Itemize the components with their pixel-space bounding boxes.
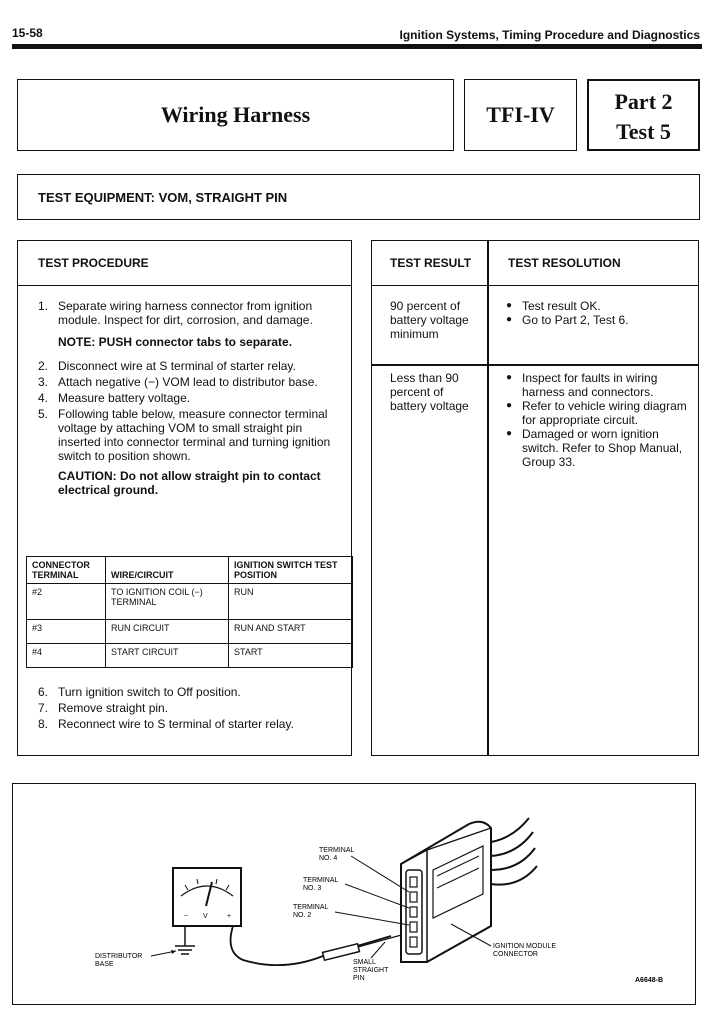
step-text: Following table below, measure connector terminal voltage by attaching VOM to small straight pin inserted into connector terminal and turning ignition switch to position shown. [58,407,331,463]
resolution-item: ● Inspect for faults in wiring harness and connectors. [504,371,694,399]
step-text: Disconnect wire at S terminal of starter relay. [58,359,296,373]
terminal2-label: NO. 2 [293,912,312,919]
column-divider [487,241,489,755]
step-text: Reconnect wire to S terminal of starter relay. [58,717,294,731]
table-header-row [27,557,353,584]
test-procedure-box [17,240,352,756]
column-header: IGNITION SWITCH TEST POSITION [229,557,353,584]
step-number: 6. [38,685,49,699]
step-text: Separate wiring harness connector from ignition module. Inspect for dirt, corrosion, and damage. [58,299,313,327]
row-divider [372,364,698,366]
step-item [38,407,343,463]
part-test-box [587,79,700,151]
resolution-item: ● Damaged or worn ignition switch. Refer to Shop Manual, Group 33. [504,427,694,469]
table-row [27,584,353,620]
meter-plus-label: + [227,913,232,920]
table-cell: RUN CIRCUIT [106,620,229,644]
terminal4-label: TERMINAL [319,847,355,854]
resolution-item: ● Go to Part 2, Test 6. [504,313,694,327]
meter-v-label: V [203,913,208,920]
result-heading: TEST RESULT [390,256,472,270]
resolution-heading: TEST RESOLUTION [508,256,621,270]
leader-line [335,912,409,925]
step-text: Turn ignition switch to Off position. [58,685,241,699]
connector-icon [401,818,537,962]
part-label: Part 2 [614,89,673,114]
table-cell: START [229,644,353,668]
table-cell: #3 [27,620,106,644]
step-number: 1. [38,299,49,313]
connector-label: CONNECTOR [493,951,538,958]
test-equipment: TEST EQUIPMENT: VOM, STRAIGHT PIN [38,189,288,205]
test-label: Test 5 [616,119,671,144]
system-box [464,79,577,151]
probe-icon [323,944,360,960]
step-item [38,299,343,327]
leader-line [345,884,409,908]
step-number: 3. [38,375,49,389]
table-row [27,620,353,644]
result-text: Less than 90 percent of battery voltage [390,371,469,413]
step-text: Attach negative (−) VOM lead to distributor base. [58,375,318,389]
page-number: 15-58 [12,26,43,40]
step-text: Measure battery voltage. [58,391,191,405]
distributor-label: BASE [95,961,114,968]
page-title: Wiring Harness [160,102,311,127]
meter-minus-label: − [184,913,189,920]
step-number: 2. [38,359,49,373]
procedure-steps [38,299,343,497]
section-title: Ignition Systems, Timing Procedure and Diagnostics [399,28,700,42]
wiring-figure [12,783,696,1005]
table-cell: START CIRCUIT [106,644,229,668]
voltmeter-icon [173,868,241,926]
terminal2-label: TERMINAL [293,904,329,911]
step-number: 7. [38,701,49,715]
step-number: 8. [38,717,49,731]
procedure-heading: TEST PROCEDURE [18,241,351,286]
table-cell: RUN [229,584,353,620]
table-cell: RUN AND START [229,620,353,644]
table-cell: #2 [27,584,106,620]
step-item [38,717,343,731]
terminal4-label: NO. 4 [319,855,338,862]
resolution-item: ● Refer to vehicle wiring diagram for appropriate circuit. [504,399,694,427]
system-name: TFI-IV [486,102,555,127]
resolution-item: ● Test result OK. [504,299,694,313]
resolution-list [504,371,694,469]
procedure-steps-final [38,685,343,733]
step-item [38,701,343,715]
pin-label: PIN [353,975,365,982]
step-item [38,375,343,389]
step-item [38,359,343,373]
table-cell: TO IGNITION COIL (−) TERMINAL [106,584,229,620]
step-item [38,685,343,699]
leader-line [371,942,385,958]
connector-label: IGNITION MODULE [493,943,557,950]
table-row [27,644,353,668]
step-text: Remove straight pin. [58,701,169,715]
header-rule [12,44,702,49]
wiring-diagram [13,784,697,1006]
result-text: 90 percent of battery voltage minimum [390,299,469,341]
ground-symbol-icon [151,926,195,956]
step-number: 5. [38,407,49,421]
test-equipment-box [17,174,700,220]
column-header: CONNECTOR TERMINAL [27,557,106,584]
distributor-label: DISTRIBUTOR [95,953,143,960]
resolution-list [504,299,694,327]
step-number: 4. [38,391,49,405]
column-header: WIRE/CIRCUIT [106,557,229,584]
figure-code: A6648-B [635,977,664,984]
table-cell: #4 [27,644,106,668]
procedure-caution: CAUTION: Do not allow straight pin to contact electrical ground. [58,469,321,497]
step-item [38,391,343,405]
connector-table [26,556,353,668]
title-box [17,79,454,151]
procedure-note: NOTE: PUSH connector tabs to separate. [58,335,293,349]
terminal3-label: NO. 3 [303,885,322,892]
test-result-box [371,240,699,756]
pin-label: SMALL [353,959,376,966]
straight-pin-icon [358,934,405,947]
terminal3-label: TERMINAL [303,877,339,884]
pin-label: STRAIGHT [353,967,389,974]
